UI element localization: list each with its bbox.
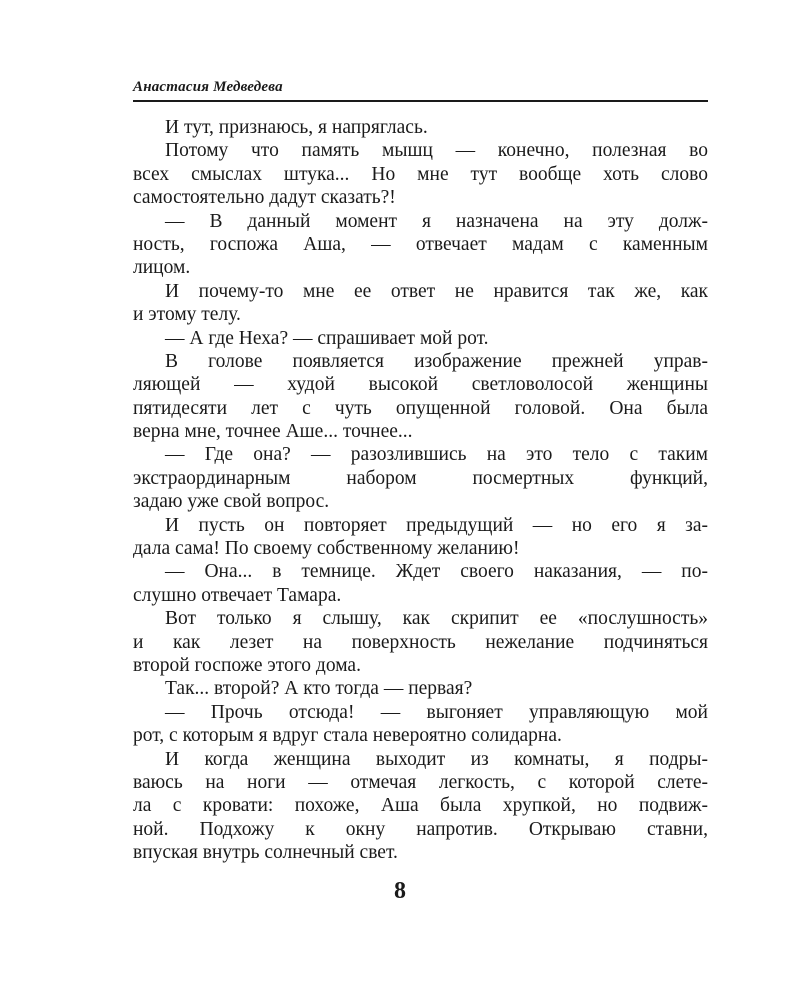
- text-line: И почему-то мне ее ответ не нравится так же, как: [165, 280, 708, 302]
- text-line: второй госпоже этого дома.: [133, 654, 361, 676]
- text-line: и этому телу.: [133, 304, 241, 326]
- text-line: — В данный момент я назначена на эту долж-: [165, 210, 708, 232]
- text-line: слушно отвечает Тамара.: [133, 584, 342, 606]
- text-line: В голове появляется изображение прежней управ-: [165, 350, 708, 372]
- text-line: задаю уже свой вопрос.: [133, 491, 330, 513]
- running-head: [133, 78, 708, 102]
- text-line: И пусть он повторяет предыдущий — но его я за-: [165, 514, 708, 536]
- text-line: Так... второй? А кто тогда — первая?: [165, 678, 473, 700]
- author-name: Анастасия Медведева: [133, 79, 283, 95]
- text-line: рот, с которым я вдруг стала невероятно солидарна.: [133, 725, 562, 747]
- text-line: всех смыслах штука... Но мне тут вообще хоть слово: [133, 163, 708, 185]
- text-line: Потому что память мышц — конечно, полезная во: [165, 140, 708, 162]
- body-text: [133, 116, 708, 865]
- text-line: пятидесяти лет с чуть опущенной головой. Она была: [133, 397, 708, 419]
- text-line: — А где Неха? — спрашивает мой рот.: [165, 327, 489, 349]
- text-line: верна мне, точнее Аше... точнее...: [133, 421, 413, 443]
- text-line: ла с кровати: похоже, Аша была хрупкой, но подвиж-: [133, 795, 708, 817]
- text-line: И тут, признаюсь, я напряглась.: [165, 117, 428, 138]
- text-line: Вот только я слышу, как скрипит ее «послушность»: [165, 608, 708, 630]
- page-number: 8: [394, 878, 406, 904]
- text-line: самостоятельно дадут сказать?!: [133, 187, 396, 209]
- text-line: — Где она? — разозлившись на это тело с таким: [165, 444, 708, 466]
- text-line: ность, госпожа Аша, — отвечает мадам с каменным: [133, 233, 708, 255]
- text-line: ной. Подхожу к окну напротив. Открываю ставни,: [133, 818, 708, 840]
- text-line: впуская внутрь солнечный свет.: [133, 842, 398, 864]
- text-line: экстраординарным набором посмертных функций,: [133, 467, 708, 489]
- text-line: и как лезет на поверхность нежелание подчиняться: [133, 631, 708, 653]
- text-line: — Прочь отсюда! — выгоняет управляющую мой: [165, 701, 708, 723]
- text-line: лицом.: [133, 257, 191, 279]
- text-line: — Она... в темнице. Ждет своего наказания, — по-: [165, 561, 708, 583]
- text-line: дала сама! По своему собственному желанию!: [133, 538, 520, 560]
- text-line: И когда женщина выходит из комнаты, я подры-: [165, 748, 708, 770]
- text-line: ваюсь на ноги — отмечая легкость, с которой слете-: [133, 771, 708, 793]
- text-line: ляющей — худой высокой светловолосой женщины: [133, 374, 708, 396]
